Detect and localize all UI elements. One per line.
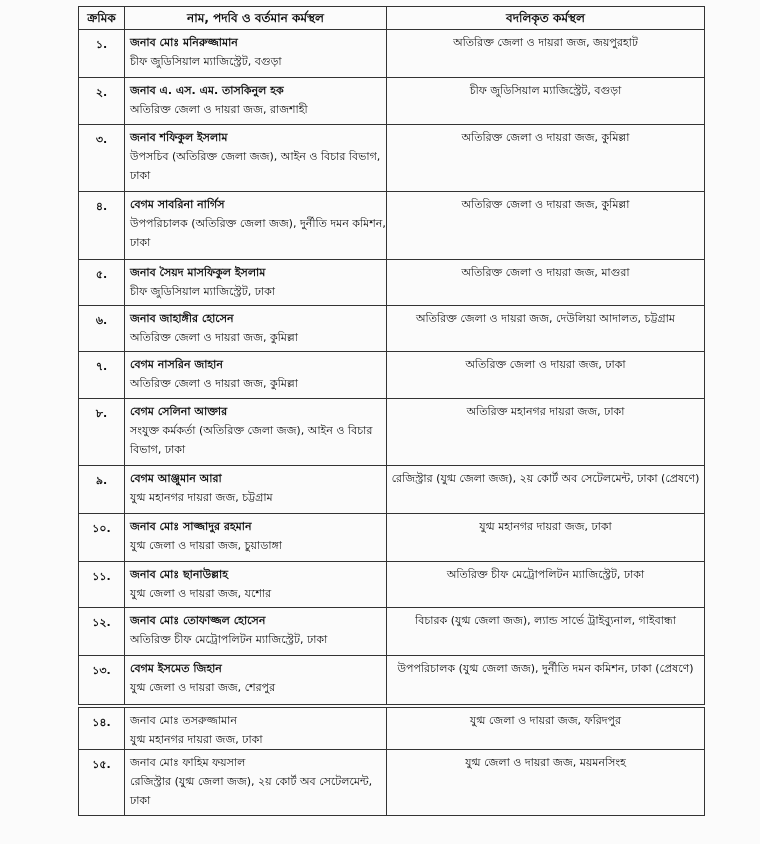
serial-cell: ১০. bbox=[79, 514, 125, 562]
table-row bbox=[79, 30, 705, 78]
name-cell bbox=[125, 125, 387, 192]
name-cell bbox=[125, 260, 387, 306]
officer-name: বেগম ইসমেত জিহান bbox=[130, 662, 222, 675]
name-cell bbox=[125, 466, 387, 514]
current-position: অতিরিক্ত জেলা ও দায়রা জজ, রাজশাহী bbox=[130, 103, 308, 116]
officer-name: জনাব শফিকুল ইসলাম bbox=[130, 131, 228, 144]
current-position: রেজিস্ট্রার (যুগ্ম জেলা জজ), ২য় কোর্ট অব সেটেলমেন্ট, ঢাকা bbox=[130, 775, 373, 807]
posting-cell: অতিরিক্ত জেলা ও দায়রা জজ, মাগুরা bbox=[387, 260, 705, 306]
posting-cell: রেজিস্ট্রার (যুগ্ম জেলা জজ), ২য় কোর্ট অব সেটেলমেন্ট, ঢাকা (প্রেষণে) bbox=[387, 466, 705, 514]
current-position: চীফ জুডিসিয়াল ম্যাজিস্ট্রেট, ঢাকা bbox=[130, 285, 276, 298]
posting-cell: অতিরিক্ত মহানগর দায়রা জজ, ঢাকা bbox=[387, 399, 705, 466]
posting-cell: অতিরিক্ত জেলা ও দায়রা জজ, দেউলিয়া আদালত, চট্টগ্রাম bbox=[387, 306, 705, 352]
officer-name: জনাব মোঃ সাজ্জাদুর রহমান bbox=[130, 520, 252, 533]
table-row bbox=[79, 399, 705, 466]
posting-cell: অতিরিক্ত জেলা ও দায়রা জজ, ঢাকা bbox=[387, 352, 705, 399]
officer-name: জনাব জাহাঙ্গীর হোসেন bbox=[130, 312, 234, 325]
serial-cell: ১৩. bbox=[79, 656, 125, 705]
current-position: যুগ্ম জেলা ও দায়রা জজ, যশোর bbox=[130, 587, 272, 600]
serial-cell: ১২. bbox=[79, 608, 125, 656]
table-row bbox=[79, 656, 705, 705]
current-position: যুগ্ম জেলা ও দায়রা জজ, শেরপুর bbox=[130, 681, 276, 694]
table-row bbox=[79, 514, 705, 562]
current-position: যুগ্ম জেলা ও দায়রা জজ, চুয়াডাঙ্গা bbox=[130, 539, 282, 552]
header-name-position: নাম, পদবি ও বর্তমান কর্মস্থল bbox=[125, 7, 387, 30]
officer-name: বেগম সাবরিনা নার্গিস bbox=[130, 198, 225, 211]
serial-cell: ১৪. bbox=[79, 708, 125, 750]
serial-cell: ৪. bbox=[79, 192, 125, 260]
posting-cell: অতিরিক্ত চীফ মেট্রোপলিটন ম্যাজিস্ট্রেট, ঢাকা bbox=[387, 562, 705, 608]
current-position: অতিরিক্ত চীফ মেট্রোপলিটন ম্যাজিস্ট্রেট, ঢাকা bbox=[130, 633, 328, 646]
name-cell bbox=[125, 306, 387, 352]
table-row bbox=[79, 608, 705, 656]
name-cell bbox=[125, 399, 387, 466]
current-position: সংযুক্ত কর্মকর্তা (অতিরিক্ত জেলা জজ), আইন ও বিচার বিভাগ, ঢাকা bbox=[130, 424, 373, 456]
posting-cell: বিচারক (যুগ্ম জেলা জজ), ল্যান্ড সার্ভে ট্রাইব্যুনাল, গাইবান্ধা bbox=[387, 608, 705, 656]
current-position: উপসচিব (অতিরিক্ত জেলা জজ), আইন ও বিচার বিভাগ, ঢাকা bbox=[130, 150, 381, 182]
serial-cell: ১১. bbox=[79, 562, 125, 608]
serial-cell: ৭. bbox=[79, 352, 125, 399]
name-cell bbox=[125, 192, 387, 260]
posting-cell: চীফ জুডিসিয়াল ম্যাজিস্ট্রেট, বগুড়া bbox=[387, 78, 705, 125]
table-header-row bbox=[79, 7, 705, 30]
header-serial: ক্রমিক bbox=[79, 7, 125, 30]
officer-name: বেগম আঞ্জুমান আরা bbox=[130, 472, 222, 485]
name-cell bbox=[125, 656, 387, 705]
officer-name: বেগম সেলিনা আক্তার bbox=[130, 405, 228, 418]
serial-cell: ৮. bbox=[79, 399, 125, 466]
serial-cell: ৩. bbox=[79, 125, 125, 192]
posting-cell: যুগ্ম মহানগর দায়রা জজ, ঢাকা bbox=[387, 514, 705, 562]
transfer-table-continued bbox=[78, 707, 705, 816]
officer-name: জনাব মোঃ ছানাউল্লাহ bbox=[130, 568, 228, 581]
officer-name: বেগম নাসরিন জাহান bbox=[130, 358, 223, 371]
name-cell bbox=[125, 708, 387, 750]
posting-cell: অতিরিক্ত জেলা ও দায়রা জজ, কুমিল্লা bbox=[387, 192, 705, 260]
transfer-table bbox=[78, 6, 705, 705]
table-row bbox=[79, 750, 705, 816]
table-row bbox=[79, 708, 705, 750]
table-row bbox=[79, 260, 705, 306]
posting-cell: উপপরিচালক (যুগ্ম জেলা জজ), দুর্নীতি দমন কমিশন, ঢাকা (প্রেষণে) bbox=[387, 656, 705, 705]
current-position: চীফ জুডিসিয়াল ম্যাজিস্ট্রেট, বগুড়া bbox=[130, 55, 282, 68]
officer-name: জনাব মোঃ মনিরুজ্জামান bbox=[130, 36, 238, 49]
name-cell bbox=[125, 30, 387, 78]
current-position: উপপরিচালক (অতিরিক্ত জেলা জজ), দুর্নীতি দমন কমিশন, ঢাকা bbox=[130, 217, 386, 249]
table-row bbox=[79, 562, 705, 608]
officer-name: জনাব মোঃ তসরুজ্জামান bbox=[130, 714, 237, 727]
posting-cell: যুগ্ম জেলা ও দায়রা জজ, ফরিদপুর bbox=[387, 708, 705, 750]
table-row bbox=[79, 306, 705, 352]
posting-cell: যুগ্ম জেলা ও দায়রা জজ, ময়মনসিংহ bbox=[387, 750, 705, 816]
name-cell bbox=[125, 514, 387, 562]
name-cell bbox=[125, 608, 387, 656]
current-position: অতিরিক্ত জেলা ও দায়রা জজ, কুমিল্লা bbox=[130, 331, 298, 344]
officer-name: জনাব মোঃ ফাহিম ফয়সাল bbox=[130, 756, 246, 769]
officer-name: জনাব মোঃ তোফাজ্জল হোসেন bbox=[130, 614, 266, 627]
current-position: অতিরিক্ত জেলা ও দায়রা জজ, কুমিল্লা bbox=[130, 377, 298, 390]
table-row bbox=[79, 125, 705, 192]
table-row bbox=[79, 78, 705, 125]
officer-name: জনাব সৈয়দ মাসফিকুল ইসলাম bbox=[130, 266, 266, 279]
serial-cell: ১. bbox=[79, 30, 125, 78]
posting-cell: অতিরিক্ত জেলা ও দায়রা জজ, জয়পুরহাট bbox=[387, 30, 705, 78]
table-row bbox=[79, 352, 705, 399]
serial-cell: ২. bbox=[79, 78, 125, 125]
serial-cell: ৫. bbox=[79, 260, 125, 306]
serial-cell: ১৫. bbox=[79, 750, 125, 816]
name-cell bbox=[125, 750, 387, 816]
header-posting: বদলিকৃত কর্মস্থল bbox=[387, 7, 705, 30]
name-cell bbox=[125, 562, 387, 608]
table-row bbox=[79, 192, 705, 260]
name-cell bbox=[125, 78, 387, 125]
serial-cell: ৯. bbox=[79, 466, 125, 514]
current-position: যুগ্ম মহানগর দায়রা জজ, ঢাকা bbox=[130, 733, 263, 746]
posting-cell: অতিরিক্ত জেলা ও দায়রা জজ, কুমিল্লা bbox=[387, 125, 705, 192]
table-row bbox=[79, 466, 705, 514]
name-cell bbox=[125, 352, 387, 399]
officer-name: জনাব এ. এস. এম. তাসকিনুল হক bbox=[130, 84, 284, 97]
current-position: যুগ্ম মহানগর দায়রা জজ, চট্টগ্রাম bbox=[130, 491, 273, 504]
serial-cell: ৬. bbox=[79, 306, 125, 352]
